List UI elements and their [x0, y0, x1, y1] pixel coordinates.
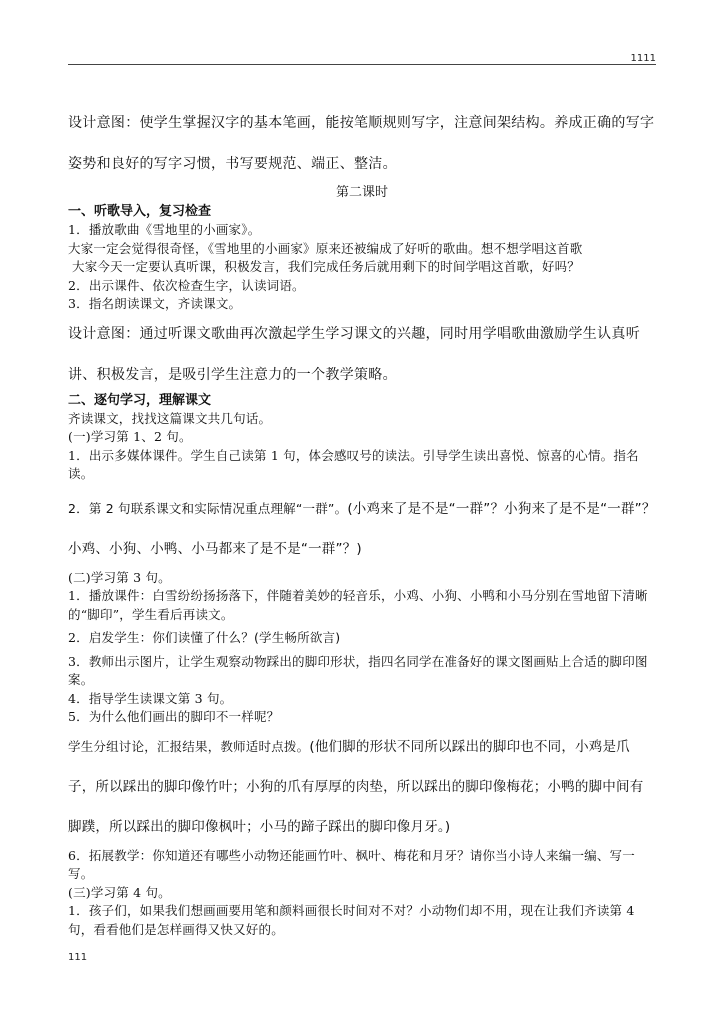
- section-2-line-4-text: 2．第 2 句联系课文和实际情况重点理解“一群”。: [68, 500, 348, 516]
- section-2-line-11: [68, 727, 656, 847]
- section-1-heading: 一、听歌导入，复习检查: [68, 204, 212, 219]
- section-2-line-6: 1．播放课件：白雪纷纷扬扬落下，伴随着美妙的轻音乐，小鸡、小狗、小鸭和小马分别在雪地留下清晰的“脚印”，学生看后再读文。: [68, 588, 648, 622]
- section-2-line-9: 4．指导学生读课文第 3 句。: [68, 690, 233, 706]
- section-2-line-4-note: (小鸡来了是不是“一群”？小狗来了是不是“一群”？小鸡、小狗、小鸭、小马都来了是不是“一群”？): [68, 500, 656, 557]
- section-2-line-11-note: (他们脚的形状不同所以踩出的脚印也不同，小鸡是爪子，所以踩出的脚印像竹叶；小狗的爪有厚厚的肉垫，所以踩出的脚印像梅花；小鸭的脚中间有脚蹼，所以踩出的脚印像枫叶；小马的蹄子踩出的脚印像月牙。): [68, 738, 644, 835]
- section-2-line-8: 3．教师出示图片，让学生观察动物踩出的脚印形状，指四名同学在准备好的课文图画贴上合适的脚印图案。: [68, 653, 648, 687]
- section-2-line-13: (三)学习第 4 句。: [68, 884, 171, 900]
- section-2-line-5: (二)学习第 3 句。: [68, 569, 171, 585]
- section-2-line-3: 1．出示多媒体课件。学生自己读第 1 句，体会感叹号的读法。引导学生读出喜悦、惊喜的心情。指名读。: [68, 447, 639, 481]
- section-1-line-5: 3．指名朗读课文，齐读课文。: [68, 296, 242, 311]
- section-2-line-12: 6．拓展教学：你知道还有哪些小动物还能画竹叶、枫叶、梅花和月牙？请你当小诗人来编一编、写一写。: [68, 847, 635, 881]
- header-rule: [68, 64, 656, 65]
- section-2-line-2: (一)学习第 1、2 句。: [68, 429, 192, 444]
- design-intent-1: 设计意图：使学生掌握汉字的基本笔画，能按笔顺规则写字，注意间架结构。养成正确的写字姿势和良好的写字习惯，书写要规范、端正、整洁。: [68, 115, 655, 172]
- section-2-heading: 二、逐句学习，理解课文: [68, 392, 212, 408]
- design-intent-2: 设计意图：通过听课文歌曲再次激起学生学习课文的兴趣，同时用学唱歌曲激励学生认真听讲、积极发言，是吸引学生注意力的一个教学策略。: [68, 325, 640, 383]
- section-1-line-3: 大家今天一定要认真听课，积极发言，我们完成任务后就用剩下的时间学唱这首歌，好吗？: [72, 259, 581, 274]
- footer-page-number: 111: [68, 952, 88, 963]
- section-2-line-7: [68, 629, 656, 648]
- header-page-number: 1111: [630, 53, 656, 64]
- section-1-line-1: 1．播放歌曲《雪地里的小画家》。: [68, 222, 261, 237]
- section-2-line-7-note: (学生畅所欲言): [253, 630, 341, 645]
- section-2-line-10: 5．为什么他们画出的脚印不一样呢？: [68, 709, 280, 724]
- document-body: [68, 103, 656, 939]
- section-2-line-1: 齐读课文，找找这篇课文共几句话。: [68, 410, 272, 426]
- section-2-line-14: 1．孩子们，如果我们想画画要用笔和颜料画很长时间对不对？小动物们却不用，现在让我们齐读第 4 句，看看他们是怎样画得又快又好的。: [68, 903, 635, 937]
- section-1-line-2: 大家一定会觉得很奇怪，《雪地里的小画家》原来还被编成了好听的歌曲。想不想学唱这首歌: [68, 240, 583, 256]
- lesson-title: 第二课时: [335, 185, 388, 200]
- section-1-line-4: 2．出示课件、依次检查生字，认读词语。: [68, 277, 305, 293]
- section-2-line-11-text: 学生分组讨论，汇报结果，教师适时点拨。: [68, 738, 310, 754]
- section-2-line-7-text: 2．启发学生：你们读懂了什么？: [68, 630, 254, 645]
- section-2-line-4: [68, 489, 656, 569]
